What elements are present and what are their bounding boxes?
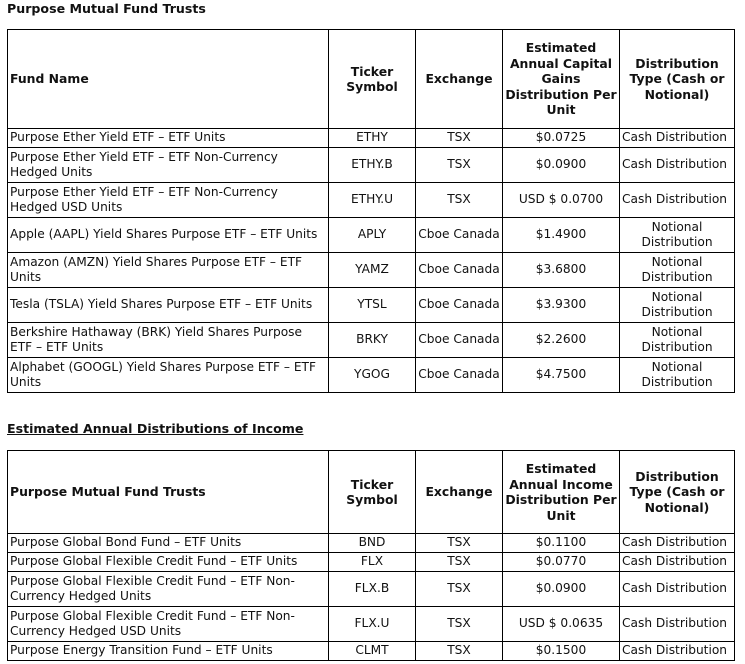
fund-name-cell: Purpose Ether Yield ETF – ETF Non-Currency Hedged USD Units	[8, 183, 329, 218]
ticker-cell: FLX	[329, 553, 416, 572]
fund-name-cell: Purpose Energy Transition Fund – ETF Units	[8, 642, 329, 661]
ticker-cell: FLX.B	[329, 572, 416, 607]
fund-name-cell: Purpose Global Flexible Credit Fund – ETF Units	[8, 553, 329, 572]
table-row	[8, 129, 735, 148]
table-row	[8, 358, 735, 393]
ticker-cell: YAMZ	[329, 253, 416, 288]
fund-name-cell: Apple (AAPL) Yield Shares Purpose ETF – ETF Units	[8, 218, 329, 253]
amount-cell: $0.1100	[503, 534, 620, 553]
exchange-cell: TSX	[416, 534, 503, 553]
ticker-cell: CLMT	[329, 642, 416, 661]
distribution-type-cell: Cash Distribution	[620, 183, 735, 218]
exchange-cell: TSX	[416, 183, 503, 218]
ticker-cell: FLX.U	[329, 607, 416, 642]
ticker-cell: YTSL	[329, 288, 416, 323]
distribution-type-cell: Cash Distribution	[620, 534, 735, 553]
fund-name-cell: Purpose Global Bond Fund – ETF Units	[8, 534, 329, 553]
distribution-type-cell: Notional Distribution	[620, 288, 735, 323]
amount-cell: USD $ 0.0635	[503, 607, 620, 642]
ticker-cell: BRKY	[329, 323, 416, 358]
table-row	[8, 253, 735, 288]
exchange-cell: TSX	[416, 129, 503, 148]
table-row	[8, 218, 735, 253]
amount-cell: $0.1500	[503, 642, 620, 661]
distribution-type-cell: Cash Distribution	[620, 642, 735, 661]
header-distribution-type: Distribution Type (Cash or Notional)	[620, 451, 735, 534]
ticker-cell: YGOG	[329, 358, 416, 393]
table-row	[8, 572, 735, 607]
fund-name-cell: Alphabet (GOOGL) Yield Shares Purpose ETF – ETF Units	[8, 358, 329, 393]
header-fund-name: Purpose Mutual Fund Trusts	[8, 451, 329, 534]
header-fund-name: Fund Name	[8, 30, 329, 129]
table-row	[8, 607, 735, 642]
ticker-cell: ETHY.B	[329, 148, 416, 183]
distribution-type-cell: Notional Distribution	[620, 323, 735, 358]
amount-cell: $2.2600	[503, 323, 620, 358]
amount-cell: $0.0900	[503, 572, 620, 607]
table-row	[8, 553, 735, 572]
table-header-row	[8, 30, 735, 129]
exchange-cell: TSX	[416, 553, 503, 572]
distribution-type-cell: Notional Distribution	[620, 358, 735, 393]
distribution-type-cell: Notional Distribution	[620, 218, 735, 253]
exchange-cell: Cboe Canada	[416, 323, 503, 358]
exchange-cell: TSX	[416, 607, 503, 642]
table-row	[8, 148, 735, 183]
fund-name-cell: Purpose Global Flexible Credit Fund – ETF Non-Currency Hedged Units	[8, 572, 329, 607]
distribution-type-cell: Cash Distribution	[620, 607, 735, 642]
income-section-title: Estimated Annual Distributions of Income	[7, 421, 304, 436]
capital-gains-table	[7, 29, 735, 393]
fund-name-cell: Berkshire Hathaway (BRK) Yield Shares Purpose ETF – ETF Units	[8, 323, 329, 358]
amount-cell: $0.0900	[503, 148, 620, 183]
header-exchange: Exchange	[416, 451, 503, 534]
ticker-cell: BND	[329, 534, 416, 553]
exchange-cell: TSX	[416, 148, 503, 183]
fund-name-cell: Purpose Ether Yield ETF – ETF Units	[8, 129, 329, 148]
distribution-type-cell: Cash Distribution	[620, 148, 735, 183]
distribution-type-cell: Cash Distribution	[620, 129, 735, 148]
ticker-cell: ETHY.U	[329, 183, 416, 218]
header-ticker-symbol: Ticker Symbol	[329, 451, 416, 534]
amount-cell: $4.7500	[503, 358, 620, 393]
header-estimated-distribution: Estimated Annual Income Distribution Per Unit	[503, 451, 620, 534]
exchange-cell: Cboe Canada	[416, 358, 503, 393]
amount-cell: USD $ 0.0700	[503, 183, 620, 218]
table-row	[8, 534, 735, 553]
income-table	[7, 450, 735, 661]
fund-name-cell: Purpose Ether Yield ETF – ETF Non-Currency Hedged Units	[8, 148, 329, 183]
distribution-type-cell: Notional Distribution	[620, 253, 735, 288]
table-row	[8, 183, 735, 218]
capital-gains-section-title: Purpose Mutual Fund Trusts	[7, 1, 206, 16]
exchange-cell: TSX	[416, 572, 503, 607]
exchange-cell: Cboe Canada	[416, 288, 503, 323]
table-row	[8, 288, 735, 323]
amount-cell: $0.0770	[503, 553, 620, 572]
amount-cell: $3.6800	[503, 253, 620, 288]
table-row	[8, 642, 735, 661]
distribution-type-cell: Cash Distribution	[620, 553, 735, 572]
amount-cell: $3.9300	[503, 288, 620, 323]
amount-cell: $1.4900	[503, 218, 620, 253]
header-ticker-symbol: Ticker Symbol	[329, 30, 416, 129]
table-row	[8, 323, 735, 358]
exchange-cell: Cboe Canada	[416, 218, 503, 253]
exchange-cell: Cboe Canada	[416, 253, 503, 288]
header-exchange: Exchange	[416, 30, 503, 129]
table-header-row	[8, 451, 735, 534]
ticker-cell: APLY	[329, 218, 416, 253]
fund-name-cell: Purpose Global Flexible Credit Fund – ETF Non-Currency Hedged USD Units	[8, 607, 329, 642]
exchange-cell: TSX	[416, 642, 503, 661]
header-estimated-distribution: Estimated Annual Capital Gains Distribution Per Unit	[503, 30, 620, 129]
fund-name-cell: Amazon (AMZN) Yield Shares Purpose ETF – ETF Units	[8, 253, 329, 288]
header-distribution-type: Distribution Type (Cash or Notional)	[620, 30, 735, 129]
fund-name-cell: Tesla (TSLA) Yield Shares Purpose ETF – ETF Units	[8, 288, 329, 323]
amount-cell: $0.0725	[503, 129, 620, 148]
distribution-type-cell: Cash Distribution	[620, 572, 735, 607]
ticker-cell: ETHY	[329, 129, 416, 148]
